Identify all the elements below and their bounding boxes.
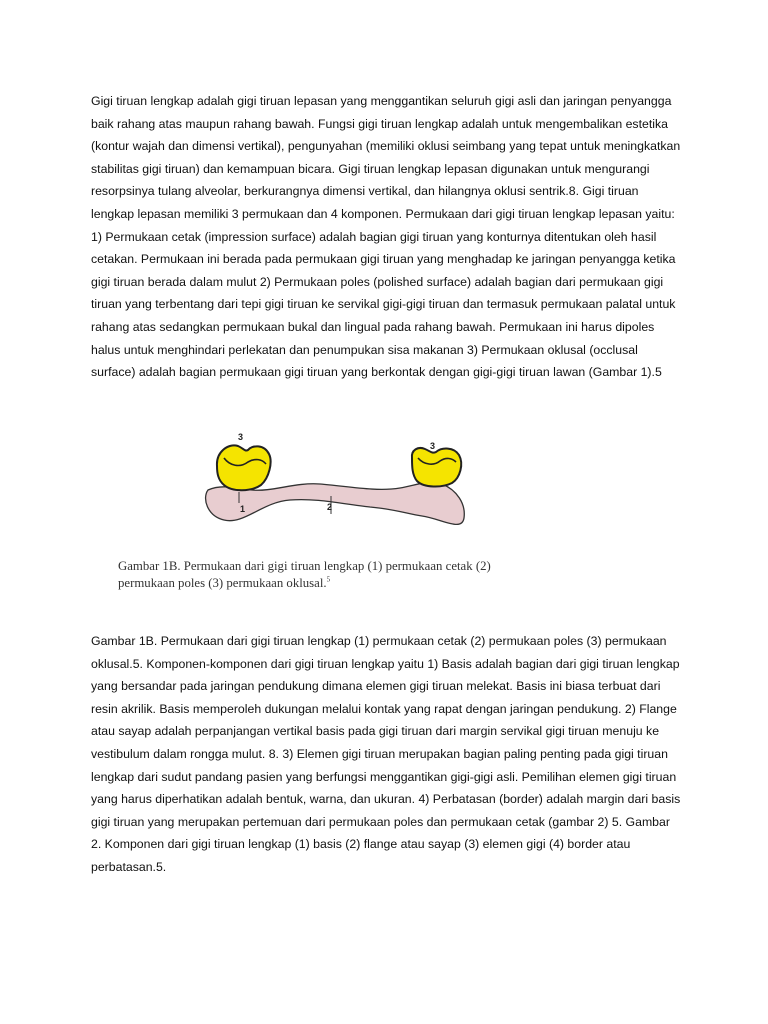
label-2: 2	[327, 502, 333, 512]
denture-illustration	[112, 428, 492, 558]
figure-caption	[118, 558, 498, 592]
label-3-right: 3	[430, 441, 436, 451]
figure-caption-superscript: 5	[326, 575, 331, 584]
body-paragraph-2: Gambar 1B. Permukaan dari gigi tiruan lengkap (1) permukaan cetak (2) permukaan poles (3) permukaan oklusal.5. Komponen-komponen dari gigi tiruan lengkap yaitu 1) Basis adalah bagian dari gigi tiruan lengkap yang bersandar pada jaringan pendukung dimana elemen gigi tiruan melekat. Basis ini biasa terbuat dari resin akrilik. Basis memperoleh dukungan melalui kontak yang rapat dengan jaringan pendukung. 2) Flange atau sayap adalah perpanjangan vertikal basis pada gigi tiruan dari margin servikal gigi tiruan menuju ke vestibulum dalam rongga mulut. 8. 3) Elemen gigi tiruan merupakan bagian paling penting pada gigi tiruan lengkap dari sudut pandang pasien yang berfungsi menggantikan gigi-gigi asli. Pemilihan elemen gigi tiruan yang harus diperhatikan adalah bentuk, warna, dan ukuran. 4) Perbatasan (border) adalah margin dari basis gigi tiruan yang merupakan pertemuan dari permukaan poles dan permukaan cetak (gambar 2) 5. Gambar 2. Komponen dari gigi tiruan lengkap (1) basis (2) flange atau sayap (3) elemen gigi (4) border atau perbatasan.5.	[91, 634, 681, 874]
label-1: 1	[240, 504, 246, 514]
label-3-left: 3	[238, 432, 244, 442]
left-tooth-crown	[217, 445, 271, 490]
figure-caption-text: Gambar 1B. Permukaan dari gigi tiruan lengkap (1) permukaan cetak (2) permukaan poles (3) permukaan oklusal.	[118, 559, 491, 590]
body-paragraph-1: Gigi tiruan lengkap adalah gigi tiruan lepasan yang menggantikan seluruh gigi asli dan jaringan penyangga baik rahang atas maupun rahang bawah. Fungsi gigi tiruan lengkap adalah untuk mengembalikan estetika (kontur wajah dan dimensi vertikal), pengunyahan (memiliki oklusi seimbang yang tepat untuk meningkatkan stabilitas gigi tiruan) dan kemampuan bicara. Gigi tiruan lengkap lepasan digunakan untuk mengurangi resorpsinya tulang alveolar, berkurangnya dimensi vertikal, dan hilangnya oklusi sentrik.8. Gigi tiruan lengkap lepasan memiliki 3 permukaan dan 4 komponen. Permukaan dari gigi tiruan lengkap lepasan yaitu: 1) Permukaan cetak (impression surface) adalah bagian gigi tiruan yang konturnya ditentukan oleh hasil cetakan. Permukaan ini berada pada permukaan gigi tiruan yang menghadap ke jaringan penyangga ketika gigi tiruan berada dalam mulut 2) Permukaan poles (polished surface) adalah bagian dari permukaan gigi tiruan yang terbentang dari tepi gigi tiruan ke servikal gigi-gigi tiruan dan termasuk permukaan palatal untuk rahang atas sedangkan permukaan bukal dan lingual pada rahang bawah. Permukaan ini harus dipoles halus untuk menghindari perlekatan dan penumpukan sisa makanan 3) Permukaan oklusal (occlusal surface) adalah bagian permukaan gigi tiruan yang berkontak dengan gigi-gigi tiruan lawan (Gambar 1).5	[91, 94, 681, 380]
denture-surfaces-figure	[112, 428, 492, 603]
right-tooth-crown	[412, 448, 461, 487]
